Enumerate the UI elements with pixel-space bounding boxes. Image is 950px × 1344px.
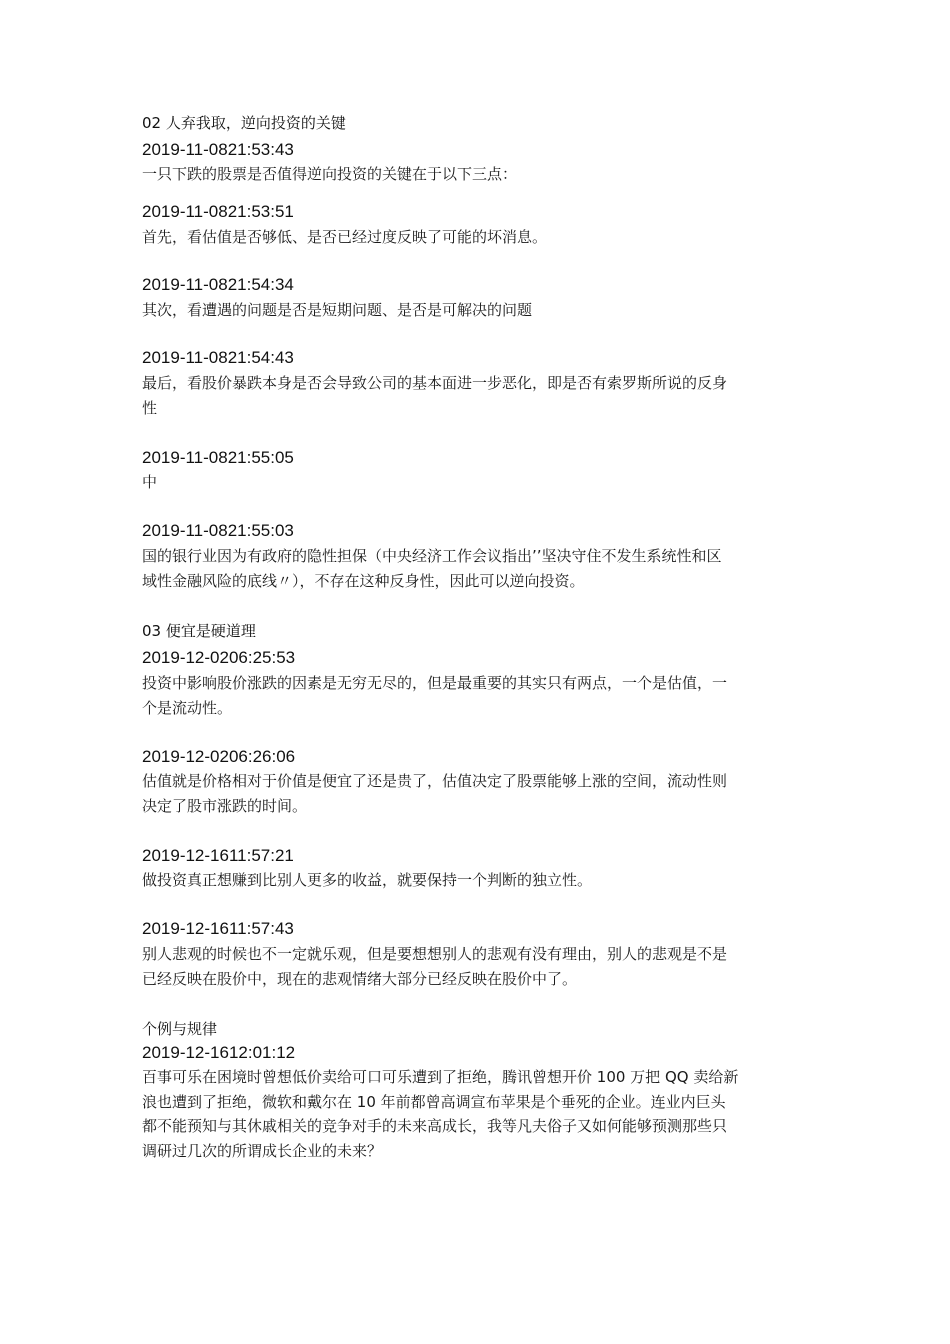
note-text-line: 国的银行业因为有政府的隐性担保（中央经济工作会议指出’’坚决守住不发生系统性和区: [142, 547, 722, 565]
timestamp: 2019-12-1611:57:43: [142, 919, 294, 938]
timestamp: 2019-12-0206:26:06: [142, 747, 296, 766]
timestamp: 2019-12-1612:01:12: [142, 1043, 296, 1062]
note-text-line: 都不能预知与其休戚相关的竞争对手的未来高成长，我等凡夫俗子又如何能够预测那些只: [142, 1117, 728, 1135]
note-text-line: 估值就是价格相对于价值是便宜了还是贵了，估值决定了股票能够上涨的空间，流动性则: [142, 772, 728, 790]
note-text: 一只下跌的股票是否值得逆向投资的关键在于以下三点：: [142, 165, 518, 183]
timestamp: 2019-11-0821:55:05: [142, 448, 294, 467]
timestamp: 2019-11-0821:55:03: [142, 521, 294, 540]
note-text-line: 个是流动性。: [142, 699, 233, 717]
note-text-line: 别人悲观的时候也不一定就乐观，但是要想想别人的悲观有没有理由，别人的悲观是不是: [142, 945, 728, 963]
note-text-line: 最后，看股价暴跌本身是否会导致公司的基本面进一步恶化，即是否有索罗斯所说的反身: [142, 374, 728, 392]
timestamp: 2019-11-0821:54:43: [142, 348, 294, 367]
note-text-line: 投资中影响股价涨跌的因素是无穷无尽的，但是最重要的其实只有两点，一个是估值，一: [142, 674, 728, 692]
note-text: 首先，看估值是否够低、是否已经过度反映了可能的坏消息。: [142, 228, 548, 246]
note-text: 中: [142, 473, 158, 491]
section-heading: 02 人弃我取，逆向投资的关键: [142, 114, 346, 132]
note-text-line: 调研过几次的所谓成长企业的未来？: [142, 1142, 383, 1160]
note-text-line: 百事可乐在困境时曾想低价卖给可口可乐遭到了拒绝，腾讯曾想开价 100 万把 QQ 卖给新: [142, 1068, 739, 1086]
timestamp: 2019-11-0821:53:43: [142, 140, 294, 159]
note-text-line: 已经反映在股价中，现在的悲观情绪大部分已经反映在股价中了。: [142, 970, 578, 988]
note-text-line: 决定了股市涨跌的时间。: [142, 797, 308, 815]
note-text-line: 浪也遭到了拒绝，微软和戴尔在 10 年前都曾高调宣布苹果是个垂死的企业。连业内巨头: [142, 1093, 726, 1111]
timestamp: 2019-11-0821:53:51: [142, 202, 294, 221]
note-text: 做投资真正想赚到比别人更多的收益，就要保持一个判断的独立性。: [142, 871, 593, 889]
note-text: 其次，看遭遇的问题是否是短期问题、是否是可解决的问题: [142, 301, 533, 319]
note-text-line: 性: [142, 399, 158, 417]
section-heading: 个例与规律: [142, 1020, 218, 1038]
timestamp: 2019-11-0821:54:34: [142, 275, 294, 294]
timestamp: 2019-12-0206:25:53: [142, 648, 296, 667]
timestamp: 2019-12-1611:57:21: [142, 846, 294, 865]
section-heading: 03 便宜是硬道理: [142, 622, 256, 640]
note-text-line: 域性金融风险的底线〃），不存在这种反身性，因此可以逆向投资。: [142, 572, 585, 590]
